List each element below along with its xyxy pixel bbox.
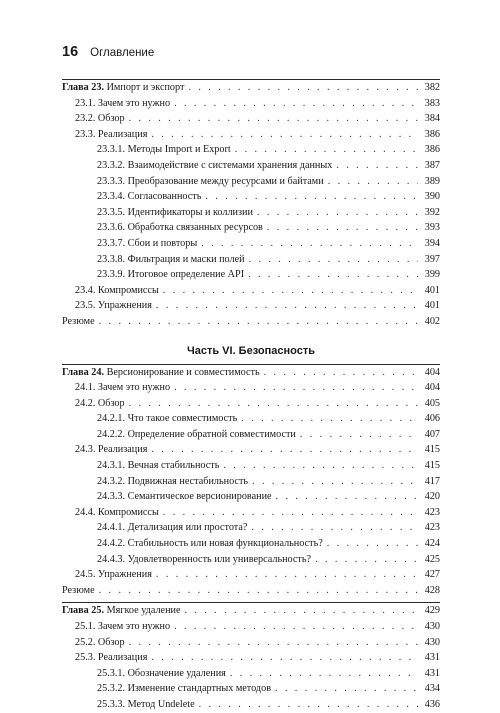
page-ref: 415 [424, 460, 440, 472]
entry-title: 23.2. Обзор [75, 113, 125, 125]
chapter-title: Импорт и экспорт [104, 82, 185, 93]
toc-entry[interactable] [62, 314, 440, 330]
chapter-number: Глава 23. [62, 82, 105, 93]
toc-entry[interactable] [62, 619, 440, 635]
leader-dots [188, 80, 418, 96]
leader-dots [201, 236, 418, 252]
entry-title: 23.3.3. Преобразование между ресурсами и байтами [97, 175, 324, 187]
toc-entry[interactable] [62, 666, 440, 682]
leader-dots [276, 489, 418, 505]
toc-chapter-24[interactable] [62, 365, 440, 381]
entry-title: 24.5. Упражнения [75, 569, 152, 581]
page-ref: 383 [424, 97, 440, 109]
leader-dots [251, 520, 418, 536]
leader-dots [99, 314, 418, 330]
entry-title: Резюме [62, 584, 95, 596]
page-ref: 430 [424, 636, 440, 648]
toc-entry[interactable] [62, 552, 440, 568]
toc-entry[interactable] [62, 697, 440, 713]
toc-entry[interactable] [62, 96, 440, 112]
entry-title: 23.3.2. Взаимодействие с системами хранения данных [97, 159, 333, 171]
page-ref: 425 [424, 553, 440, 565]
toc-entry[interactable] [62, 635, 440, 651]
page-ref: 423 [424, 522, 440, 534]
entry-title: 25.1. Зачем это нужно [75, 621, 171, 632]
toc-entry[interactable] [62, 458, 440, 474]
page-number: 16 [62, 44, 79, 60]
page-ref: 429 [424, 605, 440, 617]
page-ref: 384 [424, 113, 440, 125]
page-ref: 436 [424, 698, 440, 710]
leader-dots [300, 427, 418, 443]
leader-dots [336, 158, 418, 174]
toc-entry[interactable] [62, 252, 440, 268]
leader-dots [223, 458, 418, 474]
leader-dots [230, 666, 418, 682]
page-ref: 404 [424, 366, 440, 378]
page-ref: 405 [424, 397, 440, 409]
leader-dots [264, 365, 418, 381]
page-ref: 424 [424, 538, 440, 550]
leader-dots [257, 205, 418, 221]
page-ref: 420 [424, 491, 440, 503]
page-ref: 404 [424, 382, 440, 394]
leader-dots [174, 380, 418, 396]
toc-entry[interactable] [62, 205, 440, 221]
leader-dots [151, 127, 418, 143]
entry-title: 23.3.5. Идентификаторы и коллизии [97, 206, 253, 218]
page-ref: 428 [424, 584, 440, 596]
entry-title: 24.2.1. Что такое совместимость [97, 413, 238, 425]
entry-title: 23.3. Реализация [75, 128, 148, 140]
leader-dots [328, 174, 418, 190]
entry-title: 25.3.2. Изменение стандартных методов [97, 683, 272, 695]
page-ref: 389 [424, 175, 440, 187]
leader-dots [241, 411, 418, 427]
page-ref: 423 [424, 506, 440, 518]
leader-dots [174, 96, 418, 112]
leader-dots [156, 567, 418, 583]
leader-dots [151, 650, 418, 666]
leader-dots [174, 619, 418, 635]
toc-entry[interactable] [62, 489, 440, 505]
toc-entry[interactable] [62, 111, 440, 127]
leader-dots [156, 298, 418, 314]
leader-dots [129, 635, 418, 651]
toc-entry[interactable] [62, 298, 440, 314]
page-ref: 397 [424, 253, 440, 265]
page-ref: 406 [424, 413, 440, 425]
entry-title: 23.3.1. Методы Import и Export [97, 144, 231, 156]
toc-entry[interactable] [62, 650, 440, 666]
leader-dots [248, 267, 418, 283]
leader-dots [151, 442, 418, 458]
entry-title: 23.3.8. Фильтрация и маски полей [97, 253, 245, 265]
entry-title: 23.3.4. Согласованность [97, 191, 202, 203]
entry-title: 24.4. Компромиссы [75, 506, 159, 518]
entry-title: 24.3. Реализация [75, 444, 148, 456]
entry-title: 23.3.9. Итоговое определение API [97, 269, 245, 281]
page-ref: 382 [424, 82, 440, 93]
page-ref: 427 [424, 569, 440, 581]
entry-title: 24.3.3. Семантическое версионирование [97, 491, 272, 503]
toc-entry[interactable] [62, 189, 440, 205]
entry-title: 24.3.2. Подвижная нестабильность [97, 475, 249, 487]
page-ref: 402 [424, 315, 440, 327]
page-ref: 392 [424, 206, 440, 218]
entry-title: 23.4. Компромиссы [75, 284, 159, 296]
entry-title: 23.3.6. Обработка связанных ресурсов [97, 222, 263, 234]
running-title: Оглавление [90, 47, 155, 59]
part-heading: Часть VI. Безопасность [187, 344, 315, 357]
leader-dots [249, 252, 418, 268]
entry-title: 25.3.1. Обозначение удаления [97, 667, 226, 679]
toc-entry[interactable] [62, 220, 440, 236]
page-ref: 401 [424, 300, 440, 312]
entry-title: 23.1. Зачем это нужно [75, 97, 171, 109]
toc-entry[interactable] [62, 411, 440, 427]
page-ref: 430 [424, 621, 440, 632]
chapter-number: Глава 25. [62, 605, 105, 617]
toc-chapter-25[interactable] [62, 603, 440, 619]
page-ref: 415 [424, 444, 440, 456]
page-ref: 390 [424, 191, 440, 203]
page-header [62, 44, 154, 62]
toc-entry[interactable] [62, 505, 440, 521]
entry-title: 24.2. Обзор [75, 397, 125, 409]
leader-dots [275, 681, 418, 697]
leader-dots [163, 283, 418, 299]
chapter-title: Мягкое удаление [104, 605, 181, 617]
page-ref: 387 [424, 159, 440, 171]
page-ref: 434 [424, 683, 440, 695]
toc-entry[interactable] [62, 474, 440, 490]
toc-entry[interactable] [62, 442, 440, 458]
toc-entry[interactable] [62, 283, 440, 299]
entry-title: 25.3. Реализация [75, 652, 148, 664]
toc-chapter-23[interactable] [62, 80, 440, 96]
entry-title: 24.1. Зачем это нужно [75, 382, 171, 394]
entry-title: 24.4.3. Удовлетворенность или универсальность? [97, 553, 312, 565]
entry-title: 24.3.1. Вечная стабильность [97, 460, 220, 472]
page-ref: 386 [424, 144, 440, 156]
toc-entry[interactable] [62, 396, 440, 412]
leader-dots [267, 220, 418, 236]
leader-dots [129, 396, 418, 412]
toc-entry[interactable] [62, 127, 440, 143]
page-ref: 399 [424, 269, 440, 281]
toc-entry[interactable] [62, 380, 440, 396]
toc-entry[interactable] [62, 583, 440, 599]
table-of-contents [62, 79, 440, 713]
chapter-number: Глава 24. [62, 366, 105, 378]
chapter-title: Версионирование и совместимость [104, 366, 260, 378]
toc-entry[interactable] [62, 520, 440, 536]
page-ref: 407 [424, 428, 440, 440]
entry-title: 25.3.3. Метод Undelete [97, 698, 195, 710]
entry-title: 23.5. Упражнения [75, 300, 152, 312]
toc-entry[interactable] [62, 427, 440, 443]
leader-dots [199, 697, 418, 713]
page-ref: 393 [424, 222, 440, 234]
leader-dots [235, 142, 418, 158]
entry-title: 24.4.1. Детализация или простота? [97, 522, 248, 534]
toc-entry[interactable] [62, 236, 440, 252]
leader-dots [99, 583, 418, 599]
toc-entry[interactable] [62, 267, 440, 283]
leader-dots [163, 505, 418, 521]
toc-entry[interactable] [62, 142, 440, 158]
page-ref: 431 [424, 652, 440, 664]
leader-dots [185, 603, 419, 619]
page-ref: 431 [424, 667, 440, 679]
toc-entry[interactable] [62, 567, 440, 583]
page-ref: 401 [424, 284, 440, 296]
entry-title: 23.3.7. Сбои и повторы [97, 237, 198, 249]
entry-title: 25.2. Обзор [75, 636, 125, 648]
entry-title: 24.4.2. Стабильность или новая функциональность? [97, 538, 323, 550]
toc-entry[interactable] [62, 681, 440, 697]
page-ref: 394 [424, 237, 440, 249]
leader-dots [327, 536, 418, 552]
entry-title: 24.2.2. Определение обратной совместимости [97, 428, 296, 440]
leader-dots [205, 189, 418, 205]
page-ref: 417 [424, 475, 440, 487]
toc-entry[interactable] [62, 158, 440, 174]
leader-dots [315, 552, 418, 568]
toc-entry[interactable] [62, 174, 440, 190]
page-ref: 386 [424, 128, 440, 140]
leader-dots [252, 474, 418, 490]
leader-dots [129, 111, 418, 127]
entry-title: Резюме [62, 315, 95, 327]
toc-entry[interactable] [62, 536, 440, 552]
